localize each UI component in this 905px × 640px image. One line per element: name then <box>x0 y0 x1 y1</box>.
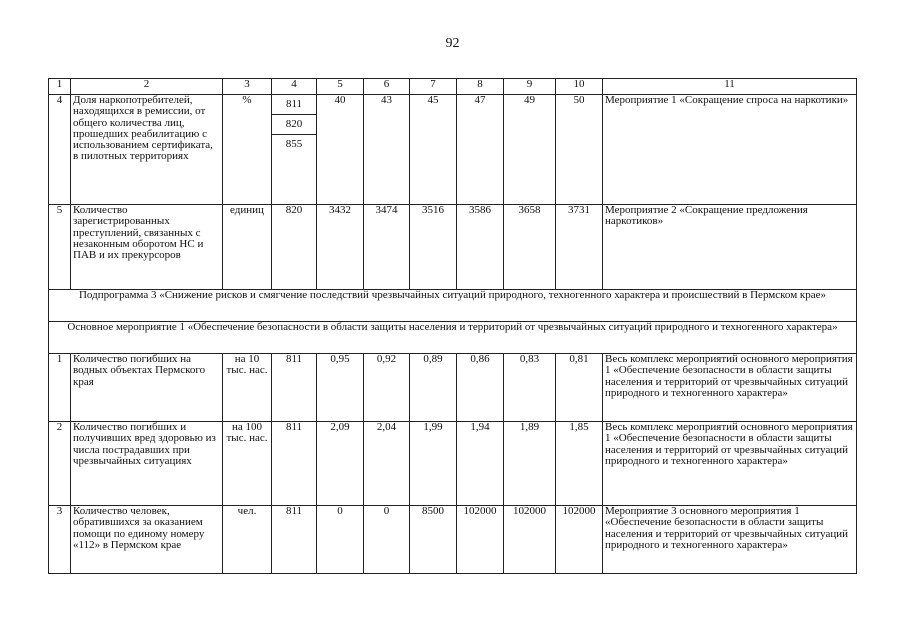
code: 855 <box>272 134 316 154</box>
header-cell: 10 <box>556 79 603 95</box>
value: 102000 <box>504 506 556 574</box>
subprogram-title: Подпрограмма 3 «Снижение рисков и смягчение последствий чрезвычайных ситуаций природного, техногенного характера и происшествий в Пермском крае» <box>49 290 857 322</box>
value: 45 <box>410 95 457 205</box>
unit: % <box>223 95 272 205</box>
code: 811 <box>272 506 317 574</box>
value: 3474 <box>364 205 410 290</box>
value: 0,86 <box>457 354 504 422</box>
value: 0 <box>364 506 410 574</box>
header-cell: 3 <box>223 79 272 95</box>
value: 3658 <box>504 205 556 290</box>
header-cell: 9 <box>504 79 556 95</box>
value: 3516 <box>410 205 457 290</box>
value: 43 <box>364 95 410 205</box>
unit: на 100 тыс. нас. <box>223 422 272 506</box>
value: 0,92 <box>364 354 410 422</box>
header-cell: 6 <box>364 79 410 95</box>
value: 102000 <box>457 506 504 574</box>
indicator-name: Количество человек, обратившихся за оказанием помощи по единому номеру «112» в Пермском крае <box>71 506 223 574</box>
unit: чел. <box>223 506 272 574</box>
main-activity-title: Основное мероприятие 1 «Обеспечение безопасности в области защиты населения и территорий от чрезвычайных ситуаций природного и техногенного характера» <box>49 322 857 354</box>
value: 8500 <box>410 506 457 574</box>
activity-note: Мероприятие 3 основного мероприятия 1 «Обеспечение безопасности в области защиты населения и территорий от чрезвычайных ситуаций природного и техногенного характера» <box>603 506 857 574</box>
value: 1,94 <box>457 422 504 506</box>
indicator-name: Количество погибших и получивших вред здоровью из числа пострадавших при чрезвычайных ситуациях <box>71 422 223 506</box>
table-row <box>49 506 857 574</box>
value: 1,89 <box>504 422 556 506</box>
value: 0,95 <box>317 354 364 422</box>
value: 49 <box>504 95 556 205</box>
activity-note: Мероприятие 2 «Сокращение предложения наркотиков» <box>603 205 857 290</box>
value: 40 <box>317 95 364 205</box>
value: 2,04 <box>364 422 410 506</box>
header-cell: 1 <box>49 79 71 95</box>
value: 0,81 <box>556 354 603 422</box>
indicator-name: Доля наркопотребителей, находящихся в ремиссии, от общего количества лиц, прошедших реабилитацию с использованием сертификата, в пилотных территориях <box>71 95 223 205</box>
codes-cell <box>272 95 317 205</box>
main-activity-row <box>49 322 857 354</box>
code: 820 <box>272 114 316 134</box>
code: 811 <box>272 354 317 422</box>
value: 1,85 <box>556 422 603 506</box>
value: 2,09 <box>317 422 364 506</box>
value: 3432 <box>317 205 364 290</box>
table-row <box>49 205 857 290</box>
indicator-name: Количество погибших на водных объектах Пермского края <box>71 354 223 422</box>
indicator-name: Количество зарегистрированных преступлений, связанных с незаконным оборотом НС и ПАВ и их прекурсоров <box>71 205 223 290</box>
value: 47 <box>457 95 504 205</box>
row-number: 2 <box>49 422 71 506</box>
unit: на 10 тыс. нас. <box>223 354 272 422</box>
table-row <box>49 95 857 205</box>
code: 811 <box>285 98 303 110</box>
table-row <box>49 422 857 506</box>
unit: единиц <box>223 205 272 290</box>
value: 0,89 <box>410 354 457 422</box>
value: 0 <box>317 506 364 574</box>
activity-note: Мероприятие 1 «Сокращение спроса на наркотики» <box>603 95 857 205</box>
header-row <box>49 79 857 95</box>
table-row <box>49 354 857 422</box>
indicators-table <box>48 78 857 574</box>
header-cell: 4 <box>272 79 317 95</box>
row-number: 4 <box>49 95 71 205</box>
activity-note: Весь комплекс мероприятий основного мероприятия 1 «Обеспечение безопасности в области защиты населения и территорий от чрезвычайных ситуаций природного и техногенного характера» <box>603 422 857 506</box>
value: 1,99 <box>410 422 457 506</box>
activity-note: Весь комплекс мероприятий основного мероприятия 1 «Обеспечение безопасности в области защиты населения и территорий от чрезвычайных ситуаций природного и техногенного характера» <box>603 354 857 422</box>
subprogram-row <box>49 290 857 322</box>
header-cell: 5 <box>317 79 364 95</box>
code: 820 <box>272 205 317 290</box>
row-number: 5 <box>49 205 71 290</box>
value: 102000 <box>556 506 603 574</box>
row-number: 3 <box>49 506 71 574</box>
page-number: 92 <box>445 36 460 51</box>
value: 0,83 <box>504 354 556 422</box>
value: 3731 <box>556 205 603 290</box>
code: 811 <box>272 422 317 506</box>
header-cell: 8 <box>457 79 504 95</box>
value: 3586 <box>457 205 504 290</box>
row-number: 1 <box>49 354 71 422</box>
value: 50 <box>556 95 603 205</box>
header-cell: 7 <box>410 79 457 95</box>
header-cell: 2 <box>71 79 223 95</box>
header-cell: 11 <box>603 79 857 95</box>
